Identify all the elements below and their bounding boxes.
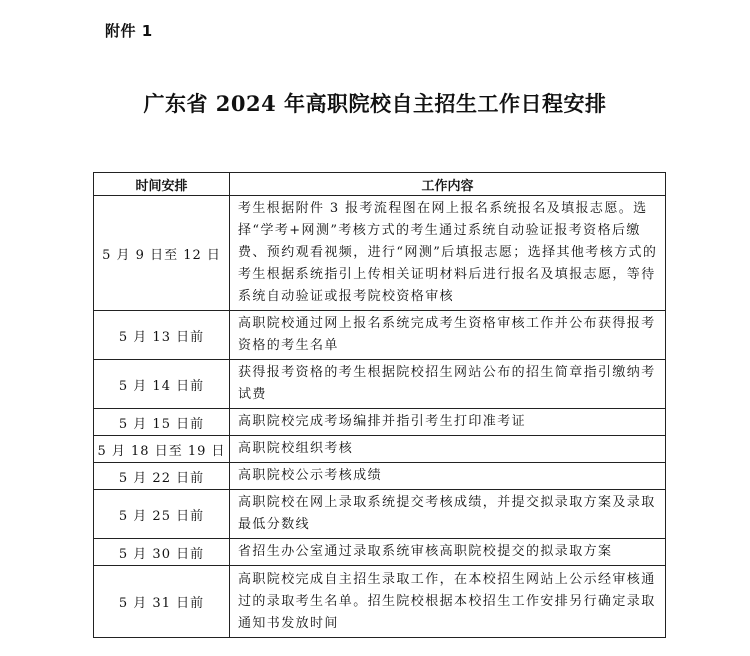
table-row (94, 311, 666, 360)
row-content: 高职院校在网上录取系统提交考核成绩，并提交拟录取方案及录取最低分数线 (230, 490, 666, 539)
row-content: 考生根据附件 3 报考流程图在网上报名系统报名及填报志愿。选择“学考+网测”考核方式的考生通过系统自动验证报考资格后缴费、预约观看视频，进行“网测”后填报志愿；选择其他考核方式的考生根据系统指引上传相关证明材料后进行报名及填报志愿，等待系统自动验证或报考院校资格审核 (230, 196, 666, 311)
table-header (94, 173, 666, 196)
row-time: 5 月 15 日前 (94, 409, 230, 436)
table-body (94, 196, 666, 638)
attachment-label: 附件 1 (105, 22, 153, 40)
row-time: 5 月 9 日至 12 日 (94, 196, 230, 311)
row-content: 高职院校完成考场编排并指引考生打印准考证 (230, 409, 666, 436)
table-row (94, 360, 666, 409)
row-time: 5 月 13 日前 (94, 311, 230, 360)
row-time: 5 月 14 日前 (94, 360, 230, 409)
row-content: 高职院校组织考核 (230, 436, 666, 463)
row-content: 高职院校公示考核成绩 (230, 463, 666, 490)
schedule-table (93, 172, 666, 638)
table-row (94, 539, 666, 566)
table-row (94, 436, 666, 463)
row-time: 5 月 31 日前 (94, 566, 230, 638)
table-row (94, 409, 666, 436)
row-content: 高职院校通过网上报名系统完成考生资格审核工作并公布获得报考资格的考生名单 (230, 311, 666, 360)
row-content: 高职院校完成自主招生录取工作，在本校招生网站上公示经审核通过的录取考生名单。招生院校根据本校招生工作安排另行确定录取通知书发放时间 (230, 566, 666, 638)
table-row (94, 196, 666, 311)
row-content: 获得报考资格的考生根据院校招生网站公布的招生简章指引缴纳考试费 (230, 360, 666, 409)
row-time: 5 月 22 日前 (94, 463, 230, 490)
table-row (94, 463, 666, 490)
row-time: 5 月 30 日前 (94, 539, 230, 566)
row-content: 省招生办公室通过录取系统审核高职院校提交的拟录取方案 (230, 539, 666, 566)
table-row (94, 566, 666, 638)
row-time: 5 月 18 日至 19 日 (94, 436, 230, 463)
table-row (94, 490, 666, 539)
row-time: 5 月 25 日前 (94, 490, 230, 539)
header-row (94, 173, 666, 196)
document-title: 广东省 2024 年高职院校自主招生工作日程安排 (143, 91, 607, 116)
header-content: 工作内容 (230, 173, 666, 196)
header-time: 时间安排 (94, 173, 230, 196)
